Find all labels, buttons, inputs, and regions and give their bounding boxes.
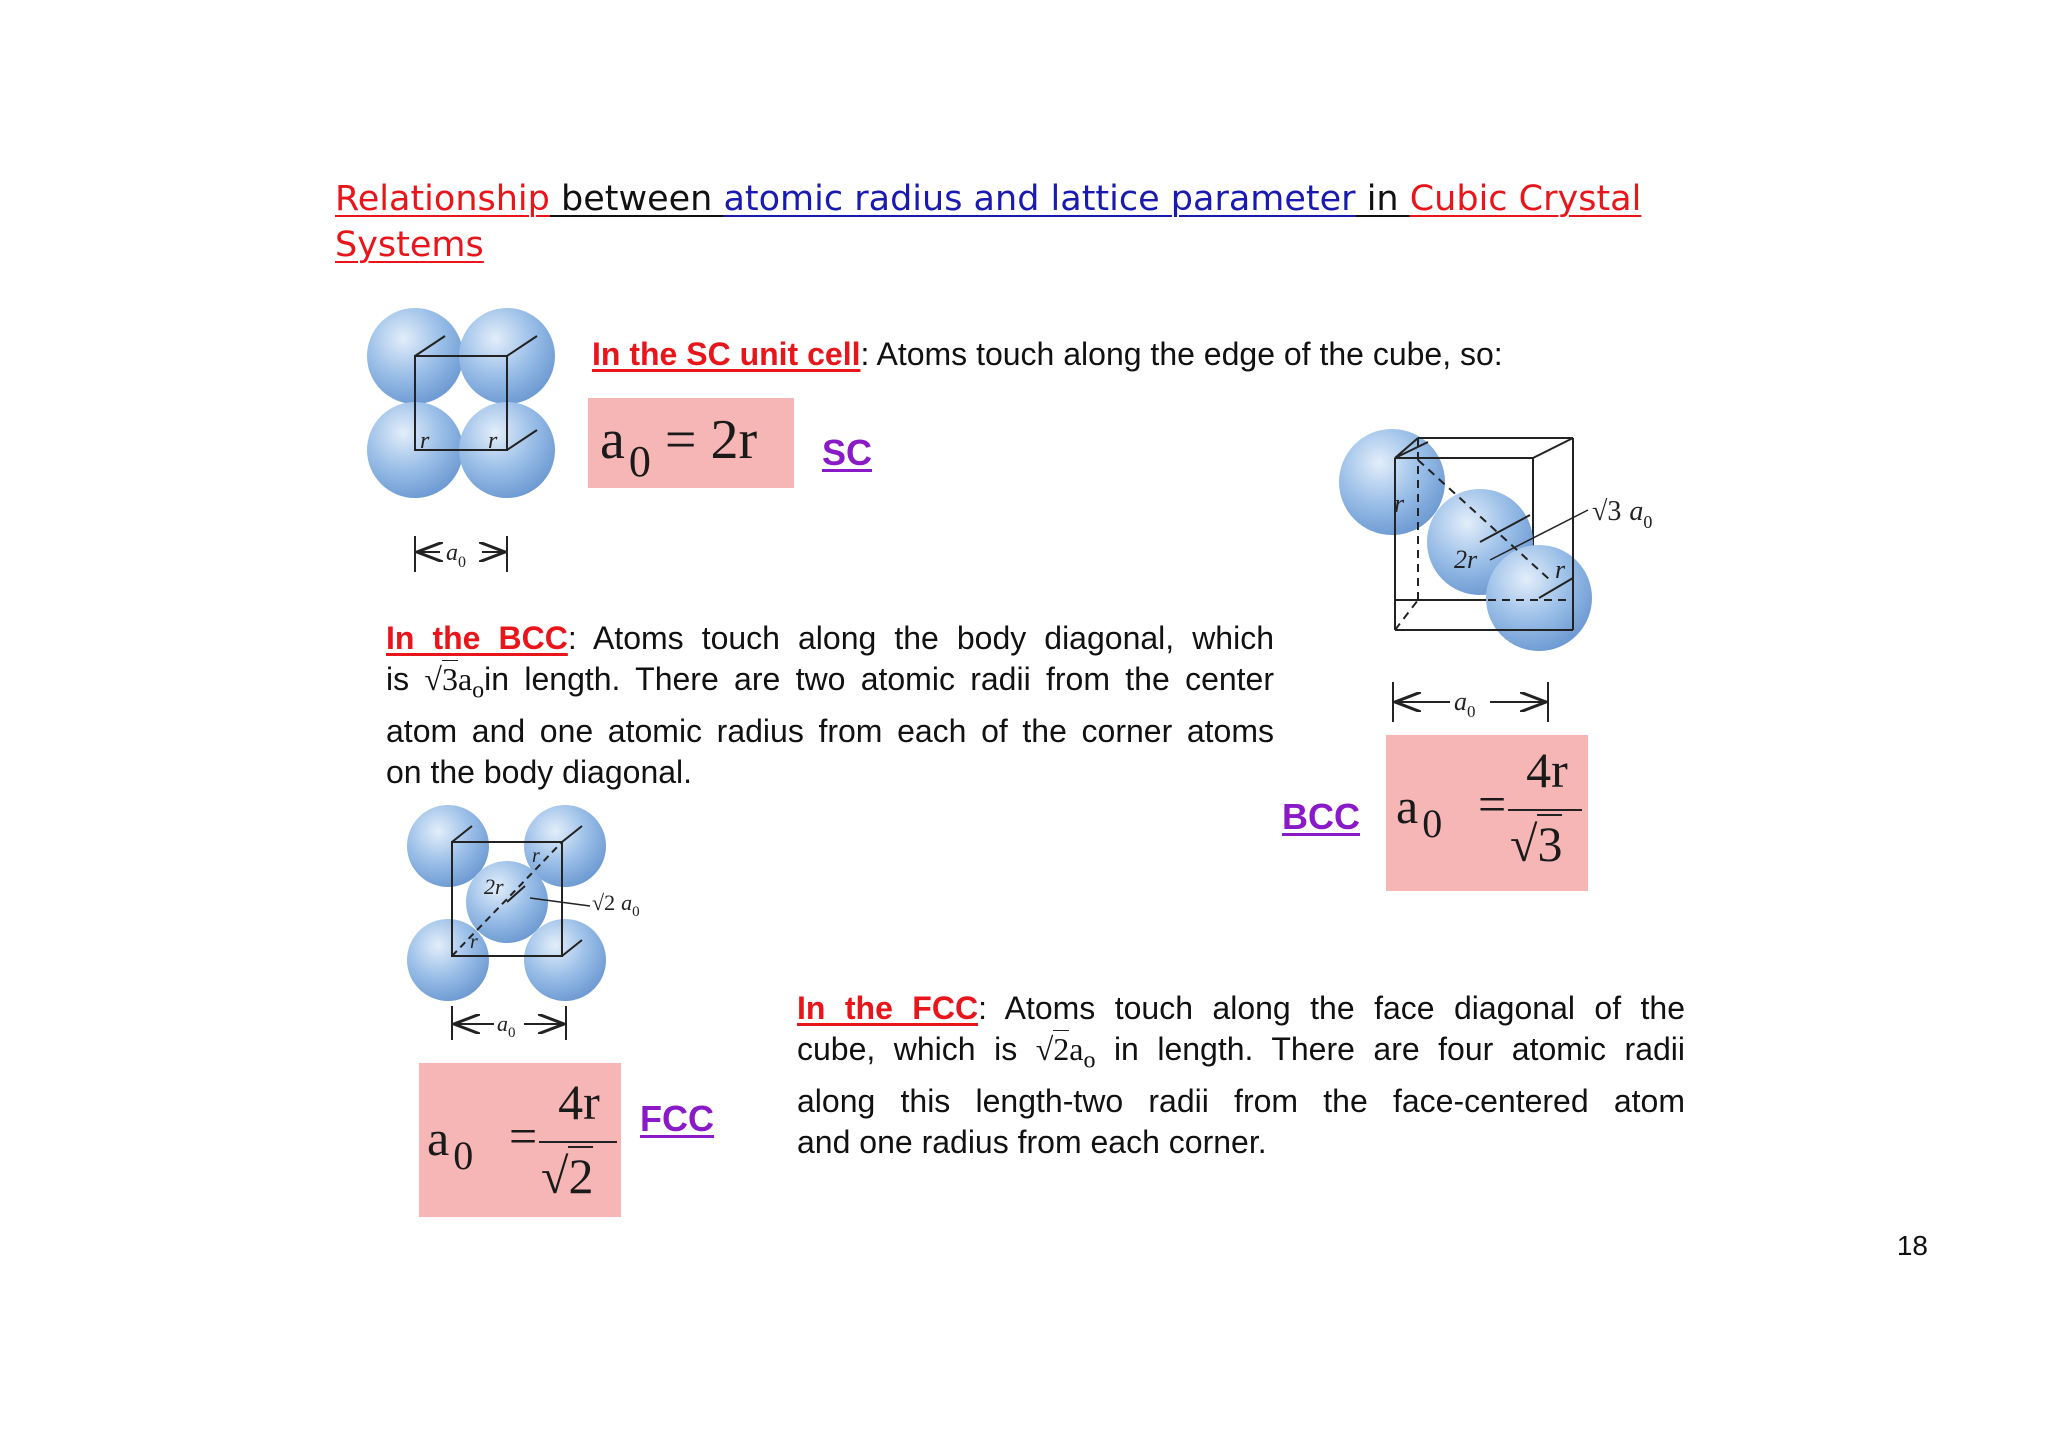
bcc-diagonal-label: √3 $a_0$ (1592, 496, 1653, 532)
fcc-r-label-bottom: r (470, 931, 478, 953)
bcc-lead: In the BCC (386, 620, 568, 656)
title-part-in: in (1355, 179, 1410, 219)
sc-text: : Atoms touch along the edge of the cube, so: (860, 336, 1503, 372)
fcc-lead: In the FCC (797, 990, 979, 1026)
bcc-text-2-post: in length. There are two atomic radii from the center (484, 661, 1275, 697)
sc-formula-box (588, 398, 794, 488)
title-part-systems: Systems (335, 225, 484, 265)
bcc-r-label-bottom: r (1555, 555, 1566, 584)
bcc-a0-label: $a_0$ (1454, 687, 1476, 721)
fcc-text-1: : Atoms touch along the face diagonal of the (978, 990, 1686, 1026)
fcc-formula-equals: = (509, 1108, 538, 1164)
fcc-diagonal-label: √2 $a_0$ (592, 890, 640, 920)
title-part-atomic-radius: atomic radius and lattice parameter (723, 179, 1356, 219)
fcc-formula-box (419, 1063, 621, 1217)
sc-label: SC (822, 432, 873, 473)
title-part-between: between (549, 179, 724, 219)
bcc-formula-box (1386, 735, 1588, 891)
fcc-line-2 (797, 1029, 1685, 1081)
bcc-description (386, 618, 1274, 793)
bcc-line-3: atom and one atomic radius from each of the corner atoms (386, 713, 1274, 750)
sc-formula-rhs: = 2r (664, 409, 758, 471)
bcc-2r-label: 2r (1454, 545, 1478, 574)
sc-a0-label: $a_0$ (446, 540, 466, 571)
fcc-line-3: along this length-two radii from the face-centered atom (797, 1083, 1685, 1120)
fcc-sqrt-expression: $√2a_o$ (1035, 1031, 1096, 1074)
fcc-unit-cell-diagram (400, 798, 660, 1048)
bcc-line-1 (386, 618, 1274, 659)
title-part-cubic-crystal: Cubic Crystal (1409, 179, 1642, 219)
bcc-formula-numerator: 4r (1526, 742, 1568, 798)
sc-description (592, 334, 1692, 375)
fcc-r-label-top: r (532, 845, 540, 867)
bcc-unit-cell-diagram (1330, 420, 1690, 730)
fcc-formula-denominator: √2 (541, 1148, 594, 1204)
bcc-line-4: on the body diagonal. (386, 754, 693, 791)
fcc-line-1 (797, 988, 1685, 1029)
slide-title (335, 176, 1655, 268)
bcc-formula-lhs: a $_0$ (1396, 778, 1443, 846)
fcc-formula-bar (539, 1141, 617, 1143)
sc-formula (600, 408, 758, 486)
sc-unit-cell-diagram (360, 300, 570, 580)
fcc-line-4: and one radius from each corner. (797, 1124, 1267, 1161)
bcc-text-2-pre: is (386, 661, 425, 697)
title-part-relationship: Relationship (335, 179, 550, 219)
sc-formula-a: a (600, 409, 625, 471)
bcc-formula-bar (1508, 809, 1582, 811)
bcc-line-2 (386, 659, 1274, 711)
fcc-formula-numerator: 4r (558, 1074, 600, 1130)
bcc-formula-denominator: √3 (1510, 816, 1563, 872)
fcc-formula-lhs: a $_0$ (427, 1110, 474, 1178)
page-number: 18 (1896, 1230, 1928, 1261)
sc-r-label-left: r (420, 428, 430, 454)
bcc-formula-equals: = (1478, 776, 1507, 832)
fcc-label: FCC (640, 1098, 714, 1139)
sc-r-label-right: r (488, 428, 498, 454)
fcc-2r-label: 2r (484, 874, 504, 899)
fcc-text-2-pre: cube, which is (797, 1031, 1036, 1067)
fcc-a0-label: $a_0$ (497, 1011, 516, 1041)
bcc-label: BCC (1282, 796, 1360, 837)
fcc-text-2-post: in length. There are four atomic radii (1095, 1031, 1686, 1067)
bcc-sqrt-expression: $√3a_o$ (424, 661, 485, 704)
sc-formula-sub: 0 (628, 437, 651, 486)
sc-lead: In the SC unit cell (592, 336, 861, 372)
bcc-text-1: : Atoms touch along the body diagonal, which (567, 620, 1275, 656)
bcc-r-label-top: r (1394, 489, 1405, 518)
fcc-description (797, 988, 1685, 1163)
